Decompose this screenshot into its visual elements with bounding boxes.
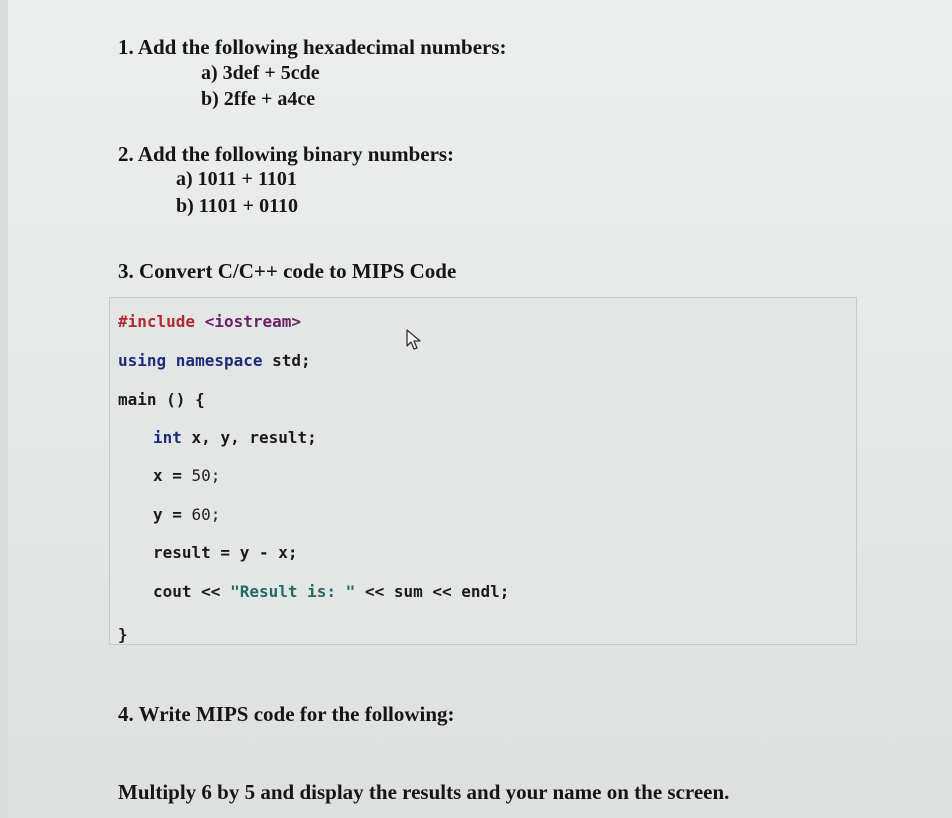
code-line-close: }: [118, 625, 128, 644]
code-line-assign-x: [153, 466, 220, 485]
cout-start: cout <<: [153, 582, 231, 601]
question-1-title: 1. Add the following hexadecimal numbers:: [118, 35, 507, 59]
code-line-cout: [153, 582, 509, 601]
code-line-main: main () {: [118, 390, 205, 409]
code-line-declaration: [153, 428, 317, 447]
assign-y-value: 60;: [191, 505, 221, 524]
cout-end: << sum << endl;: [355, 582, 510, 601]
question-3-title: 3. Convert C/C++ code to MIPS Code: [118, 259, 457, 283]
code-line-include: [118, 312, 301, 331]
question-2-item-a: a) 1011 + 1101: [176, 168, 297, 190]
using-keyword: using namespace: [118, 351, 263, 370]
question-1-item-b: b) 2ffe + a4ce: [201, 88, 316, 110]
code-line-using: [118, 351, 311, 370]
include-library: <iostream>: [204, 312, 302, 331]
question-2-title: 2. Add the following binary numbers:: [118, 142, 455, 166]
question-4-task: Multiply 6 by 5 and display the results and your name on the screen.: [118, 780, 730, 804]
code-line-assign-y: [153, 505, 220, 524]
assign-y-lhs: y =: [153, 505, 192, 524]
declaration-variables: x, y, result;: [181, 428, 317, 447]
assign-x-value: 50;: [191, 466, 221, 485]
question-4-title: 4. Write MIPS code for the following:: [118, 702, 455, 726]
cout-string: "Result is: ": [230, 582, 356, 601]
question-2-item-b: b) 1101 + 0110: [176, 195, 298, 217]
assign-x-lhs: x =: [153, 466, 192, 485]
using-namespace-name: std;: [262, 351, 311, 370]
code-line-result: result = y - x;: [153, 543, 298, 562]
int-keyword: int: [153, 428, 182, 447]
mouse-pointer-icon: [405, 329, 423, 351]
question-1-item-a: a) 3def + 5cde: [201, 62, 320, 84]
include-keyword: #include: [118, 312, 196, 331]
